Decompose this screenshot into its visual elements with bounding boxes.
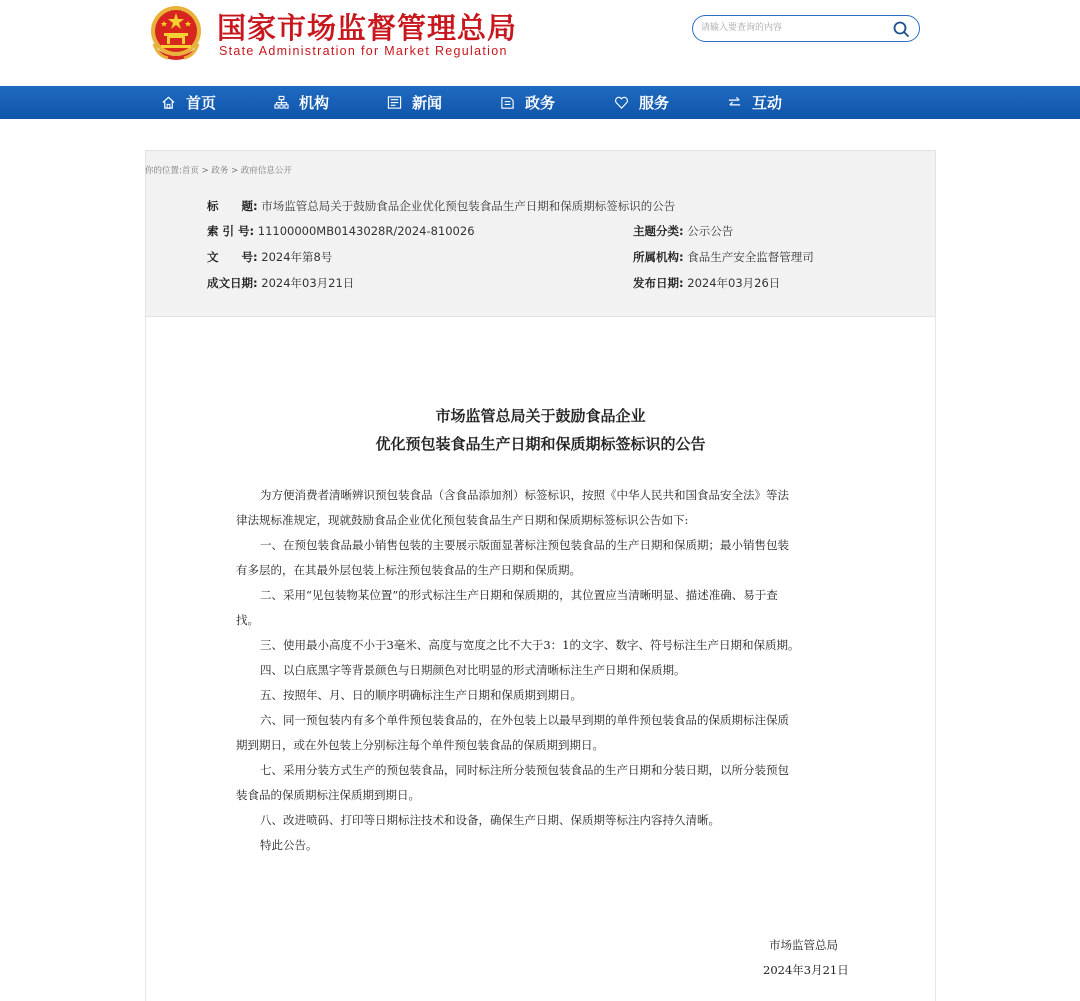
site-title[interactable]: 国家市场监督管理总局 [217, 11, 518, 45]
meta-topic-value: 公示公告 [687, 224, 734, 238]
nav-label: 互动 [752, 94, 783, 112]
meta-doc-label: 文 号: [207, 250, 258, 264]
article-title-line1: 市场监管总局关于鼓励食品企业 [435, 407, 646, 425]
article-line: 六、同一预包装内有多个单件预包装食品的，在外包装上以最早到期的单件预包装食品的保质期标注保质 [260, 713, 789, 727]
article-line: 二、采用“见包装物某位置”的形式标注生产日期和保质期的，其位置应当清晰明显、描述准确、易于查 [260, 588, 778, 602]
meta-title-value: 市场监管总局关于鼓励食品企业优化预包装食品生产日期和保质期标签标识的公告 [261, 199, 676, 213]
nav-label: 服务 [639, 94, 670, 112]
meta-published-label: 发布日期: [633, 276, 684, 290]
nav-label: 机构 [299, 94, 330, 112]
article-line: 期到期日，或在外包装上分别标注每个单件预包装食品的保质期到期日。 [236, 738, 604, 752]
meta-index-row [207, 223, 475, 239]
gov-icon [500, 95, 515, 110]
national-emblem-icon[interactable] [148, 4, 204, 62]
meta-published-value: 2024年03月26日 [687, 276, 781, 290]
breadcrumb[interactable]: 你的位置:首页 > 政务 > 政府信息公开 [145, 166, 292, 176]
nav-item-gov[interactable] [500, 86, 555, 119]
article-line: 找。 [236, 613, 259, 627]
article-line: 装食品的保质期标注保质期到期日。 [236, 788, 420, 802]
meta-index-value: 11100000MB0143028R/2024-810026 [257, 224, 475, 238]
article-line: 三、使用最小高度不小于3毫米、高度与宽度之比不大于3：1的文字、数字、符号标注生产日期和保质期。 [260, 638, 800, 652]
site-subtitle: State Administration for Market Regulation [219, 44, 508, 58]
meta-title-row [207, 198, 675, 214]
nav-item-service[interactable] [614, 86, 669, 119]
nav-label: 首页 [186, 94, 217, 112]
site-header [0, 0, 1080, 86]
article-title-line2: 优化预包装食品生产日期和保质期标签标识的公告 [375, 435, 706, 453]
meta-topic-row [633, 223, 733, 239]
search-icon[interactable] [892, 20, 910, 38]
meta-index-label: 索 引 号: [207, 224, 255, 238]
nav-item-org[interactable] [274, 86, 329, 119]
meta-title-label: 标 题: [207, 199, 258, 213]
nav-label: 新闻 [412, 94, 443, 112]
article-line: 律法规标准规定，现就鼓励食品企业优化预包装食品生产日期和保质期标签标识公告如下: [236, 513, 689, 527]
search-input[interactable] [701, 19, 881, 37]
nav-label: 政务 [525, 94, 556, 112]
nav-item-interact[interactable] [727, 86, 782, 119]
meta-doc-value: 2024年第8号 [261, 250, 333, 264]
meta-topic-label: 主题分类: [633, 224, 684, 238]
home-icon [161, 95, 176, 110]
nav-item-home[interactable] [161, 86, 216, 119]
main-nav [0, 86, 1080, 119]
article-line: 七、采用分装方式生产的预包装食品，同时标注所分装预包装食品的生产日期和分装日期，以所分装预包 [260, 763, 789, 777]
news-icon [387, 95, 402, 110]
heart-icon [614, 95, 629, 110]
article-line: 八、改进喷码、打印等日期标注技术和设备，确保生产日期、保质期等标注内容持久清晰。 [260, 813, 720, 827]
article-line: 为方便消费者清晰辨识预包装食品（含食品添加剂）标签标识，按照《中华人民共和国食品安全法》等法 [260, 488, 789, 502]
article-line: 特此公告。 [260, 838, 318, 852]
meta-org-row [633, 249, 814, 265]
article-line: 一、在预包装食品最小销售包装的主要展示版面显著标注预包装食品的生产日期和保质期；最小销售包装 [260, 538, 789, 552]
meta-published-row [633, 275, 780, 291]
article-line: 有多层的，在其最外层包装上标注预包装食品的生产日期和保质期。 [236, 563, 581, 577]
signature: 市场监管总局 [769, 938, 838, 952]
article-line: 四、以白底黑字等背景颜色与日期颜色对比明显的形式清晰标注生产日期和保质期。 [260, 663, 686, 677]
org-icon [274, 95, 289, 110]
meta-org-label: 所属机构: [633, 250, 684, 264]
exchange-icon [727, 95, 742, 110]
signature-date: 2024年3月21日 [763, 963, 849, 977]
meta-doc-row [207, 249, 332, 265]
meta-created-label: 成文日期: [207, 276, 258, 290]
meta-org-value: 食品生产安全监督管理司 [687, 250, 814, 264]
article-line: 五、按照年、月、日的顺序明确标注生产日期和保质期到期日。 [260, 688, 582, 702]
nav-item-news[interactable] [387, 86, 442, 119]
search-box [692, 15, 920, 42]
meta-created-value: 2024年03月21日 [261, 276, 355, 290]
meta-created-row [207, 275, 354, 291]
